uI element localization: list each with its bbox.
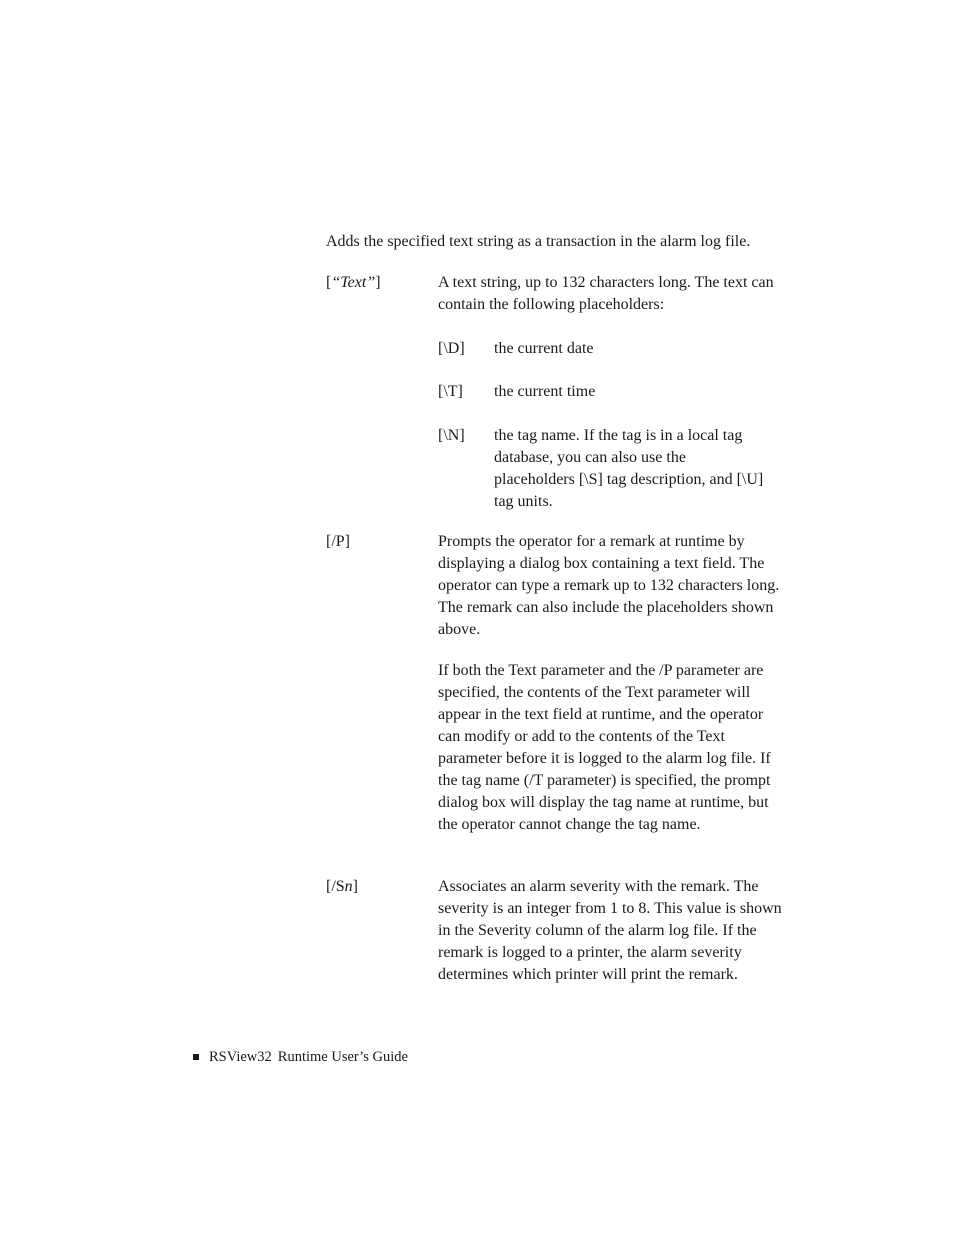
footer-guide: Runtime User’s Guide [277, 1049, 408, 1065]
footer-product: RSView32 [209, 1049, 272, 1065]
placeholder-code-tagname: [\N] [438, 427, 465, 444]
param-text-term [326, 272, 381, 294]
placeholder-code-time: [\T] [438, 383, 463, 400]
param-severity-term-italic: n [344, 878, 353, 895]
footer-bullet-icon [193, 1054, 199, 1060]
placeholder-text-tagname: the tag name. If the tag is in a local tag database, you can also use the placeholders [\S] tag description, and [\U] tag units. [494, 427, 764, 510]
param-text-term-close: ] [375, 274, 381, 291]
param-prompt-description: Prompts the operator for a remark at runtime by displaying a dialog box containing a text field. The operator can type a remark up to 132 characters long. The remark can also include the placeholders shown above. [438, 533, 780, 638]
page-footer [193, 1047, 408, 1067]
param-severity-term-close: ] [352, 878, 358, 895]
param-text-term-open: [ [326, 274, 332, 291]
param-severity-description: Associates an alarm severity with the remark. The severity is an integer from 1 to 8. This value is shown in the Severity column of the alarm log file. If the remark is logged to a printer, the alarm severity determines which printer will print the remark. [438, 878, 782, 983]
param-text-term-italic: “Text” [331, 274, 376, 291]
param-prompt-term: [/P] [326, 533, 350, 550]
param-severity-term [326, 876, 358, 898]
param-severity-term-open: [/S [326, 878, 345, 895]
param-text-description: A text string, up to 132 characters long. The text can contain the following placeholders: [438, 274, 774, 313]
placeholder-text-date: the current date [494, 340, 594, 357]
placeholder-code-date: [\D] [438, 340, 465, 357]
intro-text: Adds the specified text string as a transaction in the alarm log file. [326, 233, 751, 250]
placeholder-text-time: the current time [494, 383, 596, 400]
param-prompt-description-2: If both the Text parameter and the /P parameter are specified, the contents of the Text parameter will appear in the text field at runtime, and the operator can modify or add to the contents of the Text parameter before it is logged to the alarm log file. If the tag name (/T parameter) is specified, the prompt dialog box will display the tag name at runtime, but the operator cannot change the tag name. [438, 662, 771, 833]
